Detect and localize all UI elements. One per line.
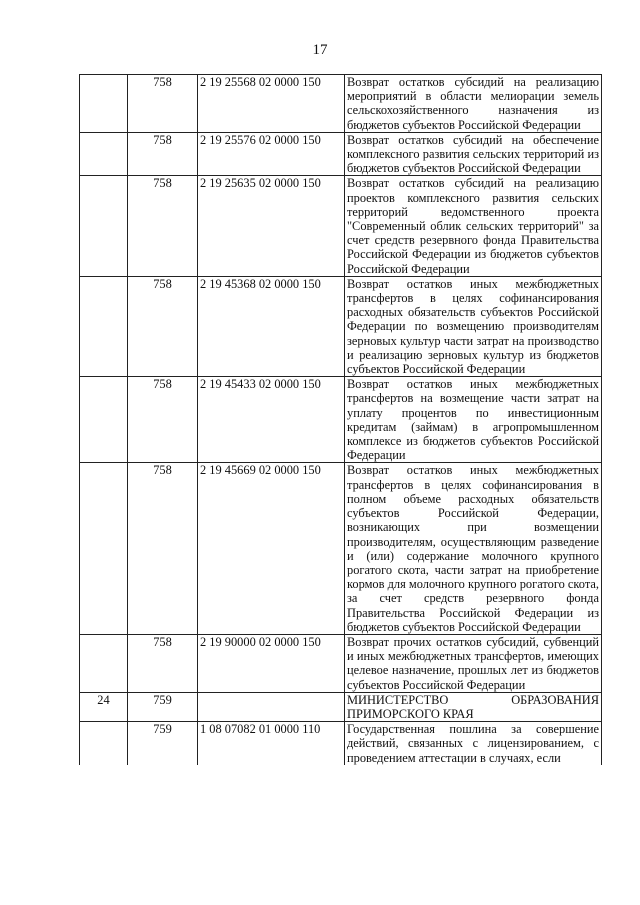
administrator-code-cell: 758 [128, 463, 198, 634]
row-number-cell [80, 276, 128, 376]
revenue-description-cell: Возврат остатков субсидий на обеспечение комплексного развития сельских территорий из бюджетов субъектов Российской Федерации [345, 132, 602, 176]
revenue-description-cell: Возврат остатков иных межбюджетных трансфертов на возмещение части затрат на уплату процентов по инвестиционным кредитам (займам) в агропромышленном комплексе из бюджетов субъектов Российской Федерации [345, 377, 602, 463]
administrator-code-cell: 758 [128, 276, 198, 376]
table-row [80, 722, 602, 765]
administrator-code-cell: 759 [128, 692, 198, 721]
revenue-description-cell: Возврат остатков субсидий на реализацию мероприятий в области мелиорации земель сельскохозяйственного назначения из бюджетов субъектов Российской Федерации [345, 75, 602, 133]
budget-classification-table [79, 74, 602, 765]
administrator-code-cell: 758 [128, 75, 198, 133]
table-row [80, 377, 602, 463]
table-row [80, 176, 602, 276]
table-row [80, 132, 602, 176]
row-number-cell: 24 [80, 692, 128, 721]
revenue-code-cell: 2 19 45368 02 0000 150 [198, 276, 345, 376]
revenue-description-cell: Государственная пошлина за совершение действий, связанных с лицензированием, с проведением аттестации в случаях, если [345, 722, 602, 765]
revenue-code-cell: 2 19 90000 02 0000 150 [198, 634, 345, 692]
row-number-cell [80, 75, 128, 133]
revenue-code-cell: 2 19 45433 02 0000 150 [198, 377, 345, 463]
revenue-code-cell [198, 692, 345, 721]
row-number-cell [80, 463, 128, 634]
revenue-description-cell: Возврат остатков субсидий на реализацию проектов комплексного развития сельских территорий ведомственного проекта "Современный облик сельских территорий" за счет средств резервного фонда Правительства Российской Федерации из бюджетов субъектов Российской Федерации [345, 176, 602, 276]
row-number-cell [80, 377, 128, 463]
page-number: 17 [312, 42, 328, 58]
revenue-code-cell: 2 19 45669 02 0000 150 [198, 463, 345, 634]
administrator-code-cell: 758 [128, 176, 198, 276]
administrator-code-cell: 758 [128, 132, 198, 176]
revenue-description-cell: Возврат остатков иных межбюджетных трансфертов в целях софинансирования расходных обязательств субъектов Российской Федерации по возмещению производителям зерновых культур части затрат на производство и реализацию зерновых культур из бюджетов субъектов Российской Федерации [345, 276, 602, 376]
row-number-cell [80, 132, 128, 176]
revenue-code-cell: 1 08 07082 01 0000 110 [198, 722, 345, 765]
administrator-code-cell: 758 [128, 634, 198, 692]
ministry-name-cell: МИНИСТЕРСТВО ОБРАЗОВАНИЯ ПРИМОРСКОГО КРАЯ [345, 692, 602, 721]
revenue-code-cell: 2 19 25576 02 0000 150 [198, 132, 345, 176]
table-row-ministry-header [80, 692, 602, 721]
revenue-code-cell: 2 19 25568 02 0000 150 [198, 75, 345, 133]
administrator-code-cell: 759 [128, 722, 198, 765]
row-number-cell [80, 722, 128, 765]
revenue-code-cell: 2 19 25635 02 0000 150 [198, 176, 345, 276]
revenue-description-cell: Возврат прочих остатков субсидий, субвенций и иных межбюджетных трансфертов, имеющих целевое назначение, прошлых лет из бюджетов субъектов Российской Федерации [345, 634, 602, 692]
table-row [80, 75, 602, 133]
table-row [80, 634, 602, 692]
row-number-cell [80, 634, 128, 692]
revenue-description-cell: Возврат остатков иных межбюджетных трансфертов в целях софинансирования в полном объеме расходных обязательств субъектов Российской Федерации, возникающих при возмещении производителям, осуществляющим разведение и (или) содержание молочного крупного рогатого скота, части затрат на приобретение кормов для молочного крупного рогатого скота, за счет средств резервного фонда Правительства Российской Федерации из бюджетов субъектов Российской Федерации [345, 463, 602, 634]
table-row [80, 463, 602, 634]
table-row [80, 276, 602, 376]
row-number-cell [80, 176, 128, 276]
administrator-code-cell: 758 [128, 377, 198, 463]
